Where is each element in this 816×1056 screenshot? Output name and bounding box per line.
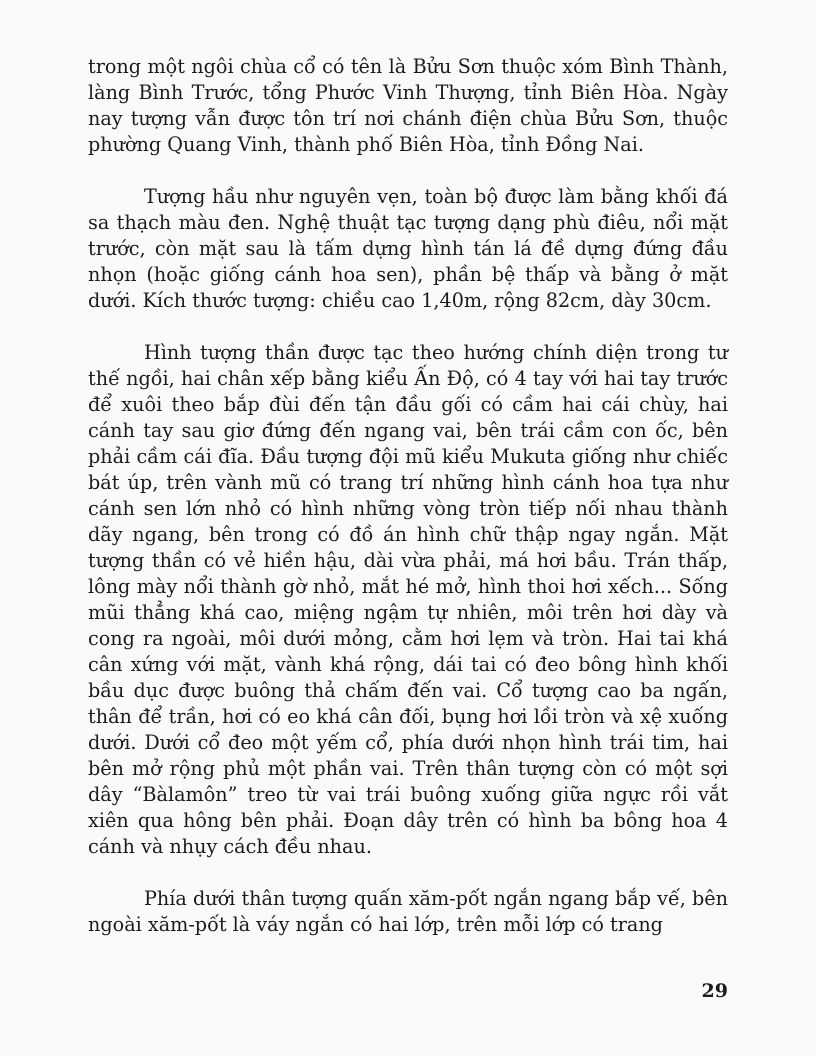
paragraph: Phía dưới thân tượng quấn xăm-pốt ngắn ngang bắp vế, bên ngoài xăm-pốt là váy ngắn có hai lớp, trên mỗi lớp có trang	[88, 887, 728, 936]
paragraph: trong một ngôi chùa cổ có tên là Bửu Sơn thuộc xóm Bình Thành, làng Bình Trước, tổng Phước Vinh Thượng, tỉnh Biên Hòa. Ngày nay tượng vẫn được tôn trí nơi chánh điện chùa Bửu Sơn, thuộc phường Quang Vinh, thành phố Biên Hòa, tỉnh Đồng Nai.	[88, 55, 728, 156]
body-text	[88, 54, 728, 938]
paragraph: Tượng hầu như nguyên vẹn, toàn bộ được làm bằng khối đá sa thạch màu đen. Nghệ thuật tạc tượng dạng phù điêu, nổi mặt trước, còn mặt sau là tấm dựng hình tán lá đề dựng đứng đầu nhọn (hoặc giống cánh hoa sen), phần bệ thấp và bằng ở mặt dưới. Kích thước tượng: chiều cao 1,40m, rộng 82cm, dày 30cm.	[88, 185, 728, 312]
paragraph: Hình tượng thần được tạc theo hướng chính diện trong tư thế ngồi, hai chân xếp bằng kiểu Ấn Độ, có 4 tay với hai tay trước để xuôi theo bắp đùi đến tận đầu gối có cầm hai cái chùy, hai cánh tay sau giơ đứng đến ngang vai, bên trái cầm con ốc, bên phải cầm cái đĩa. Đầu tượng đội mũ kiểu Mukuta giống như chiếc bát úp, trên vành mũ có trang trí những hình cánh hoa tựa như cánh sen lớn nhỏ có hình những vòng tròn tiếp nối nhau thành dãy ngang, bên trong có đồ án hình chữ thập ngay ngắn. Mặt tượng thần có vẻ hiền hậu, dài vừa phải, má hơi bầu. Trán thấp, lông mày nổi thành gờ nhỏ, mắt hé mở, hình thoi hơi xếch... Sống mũi thẳng khá cao, miệng ngậm tự nhiên, môi trên hơi dày và cong ra ngoài, môi dưới mỏng, cằm hơi lẹm và tròn. Hai tai khá cân xứng với mặt, vành khá rộng, dái tai có đeo bông hình khối bầu dục được buông thả chấm đến vai. Cổ tượng cao ba ngấn, thân để trần, hơi có eo khá cân đối, bụng hơi lồi tròn và xệ xuống dưới. Dưới cổ đeo một yếm cổ, phía dưới nhọn hình trái tim, hai bên mở rộng phủ một phần vai. Trên thân tượng còn có một sợi dây “Bàlamôn” treo từ vai trái buông xuống giữa ngực rồi vắt xiên qua hông bên phải. Đoạn dây trên có hình ba bông hoa 4 cánh và nhụy cách đều nhau.	[88, 341, 728, 858]
page-number: 29	[701, 980, 728, 1002]
